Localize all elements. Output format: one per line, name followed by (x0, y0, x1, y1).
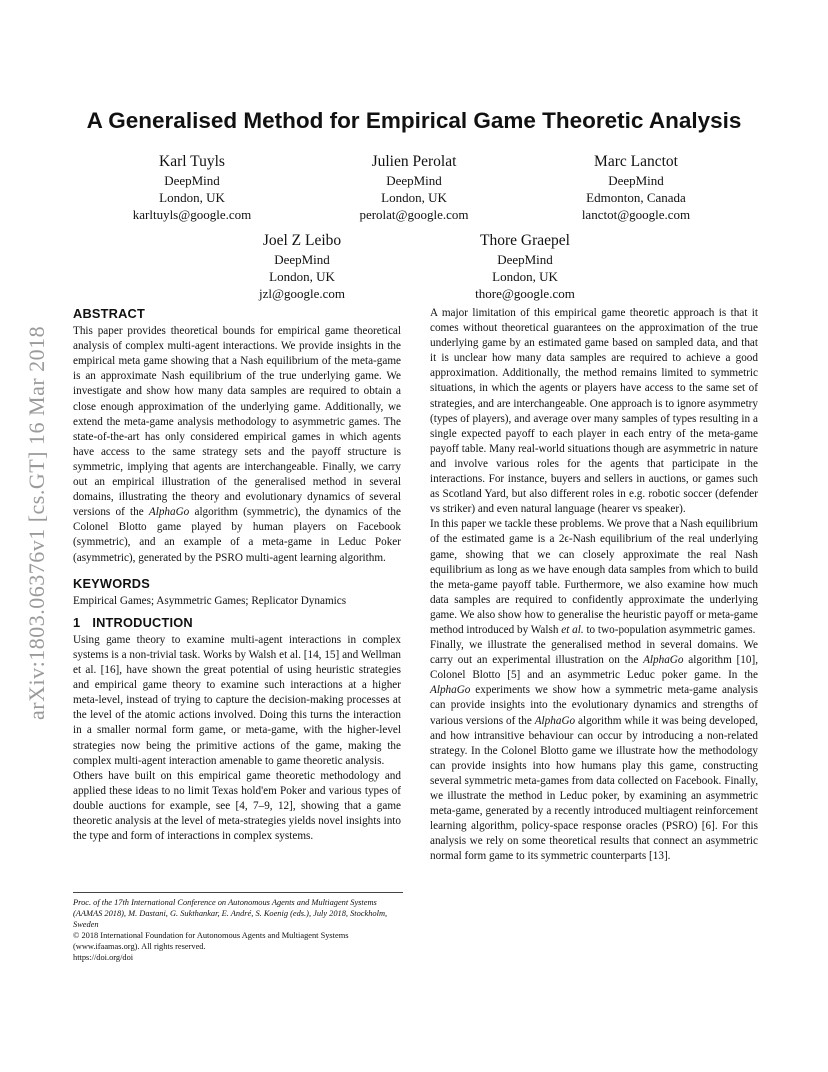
abstract-heading: ABSTRACT (73, 306, 145, 321)
copyright-note: © 2018 International Foundation for Autonomous Agents and Multiagent Systems (www.ifaamas.org). All rights reserved. (73, 931, 349, 951)
author-affiliation: DeepMind (386, 173, 442, 188)
author-location: London, UK (492, 269, 558, 284)
abstract-text: This paper provides theoretical bounds for empirical game theoretical analysis of complex multi-agent interactions. We provide insights in the empirical meta game showing that a Nash equilibrium of the meta-game is an approximate Nash equilibrium of the true underlying game. We investigate and show how many data samples are required to obtain a close enough approximation of the underlying game. Additionally, we extend the meta-game analysis methodology to asymmetric games. The state-of-the-art has only considered empirical games in which agents have access to the same strategy sets and the payoff structure is symmetric, implying that agents are interchangeable. Finally, we carry out an empirical illustration of the generalised method in several domains, illustrating the theory and evolutionary dynamics of several versions of the AlphaGo algorithm (symmetric), the dynamics of the Colonel Blotto game played by human players on Facebook (symmetric), and an example of a meta-game in Leduc Poker (asymmetric), generated by the PSRO multi-agent learning algorithm. (73, 325, 401, 564)
author-affiliation: DeepMind (608, 173, 664, 188)
keywords-heading: KEYWORDS (73, 575, 150, 591)
author-email[interactable]: karltuyls@google.com (132, 207, 252, 222)
author-affiliation: DeepMind (274, 252, 330, 267)
author-affiliation: DeepMind (164, 173, 220, 188)
author-email[interactable]: jzl@google.com (259, 286, 345, 301)
paper-title: A Generalised Method for Empirical Game Theoretic Analysis (86, 108, 742, 133)
intro-paragraph: Others have built on this empirical game theoretic methodology and applied these ideas to no limit Texas hold'em Poker and various types of double auctions for example, see [4, 7–9, 12], showing that a game theoretic analysis at the level of meta-strategies yields novel insights into the type and form of interactions in complex systems. (73, 769, 401, 843)
footnote (73, 892, 403, 963)
author-email[interactable]: perolat@google.com (359, 207, 469, 222)
author-location: Edmonton, Canada (586, 190, 686, 205)
author-affiliation: DeepMind (497, 252, 553, 267)
body-paragraph: A major limitation of this empirical game theoretic approach is that it comes without theoretical guarantees on the approximation of the true underlying game by an estimated game based on sampled data, and that it is unclear how many data samples are required to achieve a good approximation. Additionally, the method remains limited to symmetric situations, in which the agents or players have access to the same set of strategies, and are interchangeable. One approach is to ignore asymmetry (types of players), and average over many samples of types resulting in a single expected payoff to each player in each entry of the meta-game payoff table. Many real-world situations though are asymmetric in nature and involve various roles for the agents that participate in the interactions. For instance, buyers and sellers in auctions, or games such as Scotland Yard, but also different roles in e.g. robotic soccer (defender vs striker) and even natural language (hearer vs speaker). (430, 307, 758, 516)
author-name: Karl Tuyls (159, 153, 225, 170)
author-block (112, 152, 272, 223)
author-block (445, 231, 605, 302)
author-name: Thore Graepel (480, 232, 570, 249)
author-location: London, UK (381, 190, 447, 205)
author-location: London, UK (269, 269, 335, 284)
author-email[interactable]: thore@google.com (475, 286, 575, 301)
left-column (73, 306, 401, 844)
proceedings-note: Proc. of the 17th International Conference on Autonomous Agents and Multiagent Systems (AAMAS 2018), M. Dastani, G. Sukthankar, E. André, S. Koenig (eds.), July 2018, Stockholm, Sweden (73, 898, 388, 929)
body-paragraph: Finally, we illustrate the generalised method in several domains. We carry out an experimental illustration on the AlphaGo algorithm [10], Colonel Blotto [5] and an asymmetric Leduc poker game. In the AlphaGo experiments we show how a symmetric meta-game analysis can provide insights into the evolutionary dynamics and strengths of various versions of the AlphaGo algorithm while it was being developed, and how intransitive behaviour can occur by introducing a non-related strategy. In the Colonel Blotto game we illustrate how the methodology can provide insights into how humans play this game, constructing several symmetric meta-games from data collected on Facebook. Finally, we illustrate the method in Leduc poker, by examining an asymmetric meta-game, generated by a recently introduced multiagent reinforcement learning algorithm, policy-space response oracles (PSRO) [6]. For this analysis we rely on some theoretical results that connect an asymmetric normal form game to its symmetric counterparts [13]. (430, 639, 758, 863)
author-name: Marc Lanctot (594, 153, 678, 170)
author-name: Julien Perolat (371, 153, 457, 170)
author-block (334, 152, 494, 223)
keywords-text: Empirical Games; Asymmetric Games; Replicator Dynamics (73, 594, 347, 607)
doi-link[interactable]: https://doi.org/doi (73, 953, 134, 962)
right-column (430, 306, 758, 864)
author-block (222, 231, 382, 302)
author-email[interactable]: lanctot@google.com (581, 207, 691, 222)
author-block (556, 152, 716, 223)
intro-paragraph: Using game theory to examine multi-agent interactions in complex systems is a non-trivial task. Works by Walsh et al. [14, 15] and Wellman et al. [16], have shown the great potential of using heuristic strategies and empirical game theory to examine such interactions at a higher meta-level, instead of trying to capture the decision-making processes at the level of the atomic actions involved. Doing this turns the interaction in a smaller normal form game, or meta-game, with the higher-level strategies now being the primitive actions of the game, making the complex multi-agent interaction amenable to game theoretic analysis. (73, 633, 401, 767)
author-name: Joel Z Leibo (262, 232, 342, 249)
author-location: London, UK (159, 190, 225, 205)
arxiv-identifier: arXiv:1803.06376v1 [cs.GT] 16 Mar 2018 (24, 325, 49, 720)
body-paragraph: In this paper we tackle these problems. We prove that a Nash equilibrium of the estimated game is a 2ϵ-Nash equilibrium of the real underlying game, showing that we can closely approximate the real Nash equilibrium as long as we have enough data samples from which to build the meta-game payoff table. Furthermore, we also examine how much data samples are required to confidently approximate the underlying game. We also show how to generalise the heuristic payoff or meta-game method introduced by Walsh et al. to two-population asymmetric games. (430, 518, 758, 636)
introduction-heading: 1 INTRODUCTION (73, 614, 193, 630)
